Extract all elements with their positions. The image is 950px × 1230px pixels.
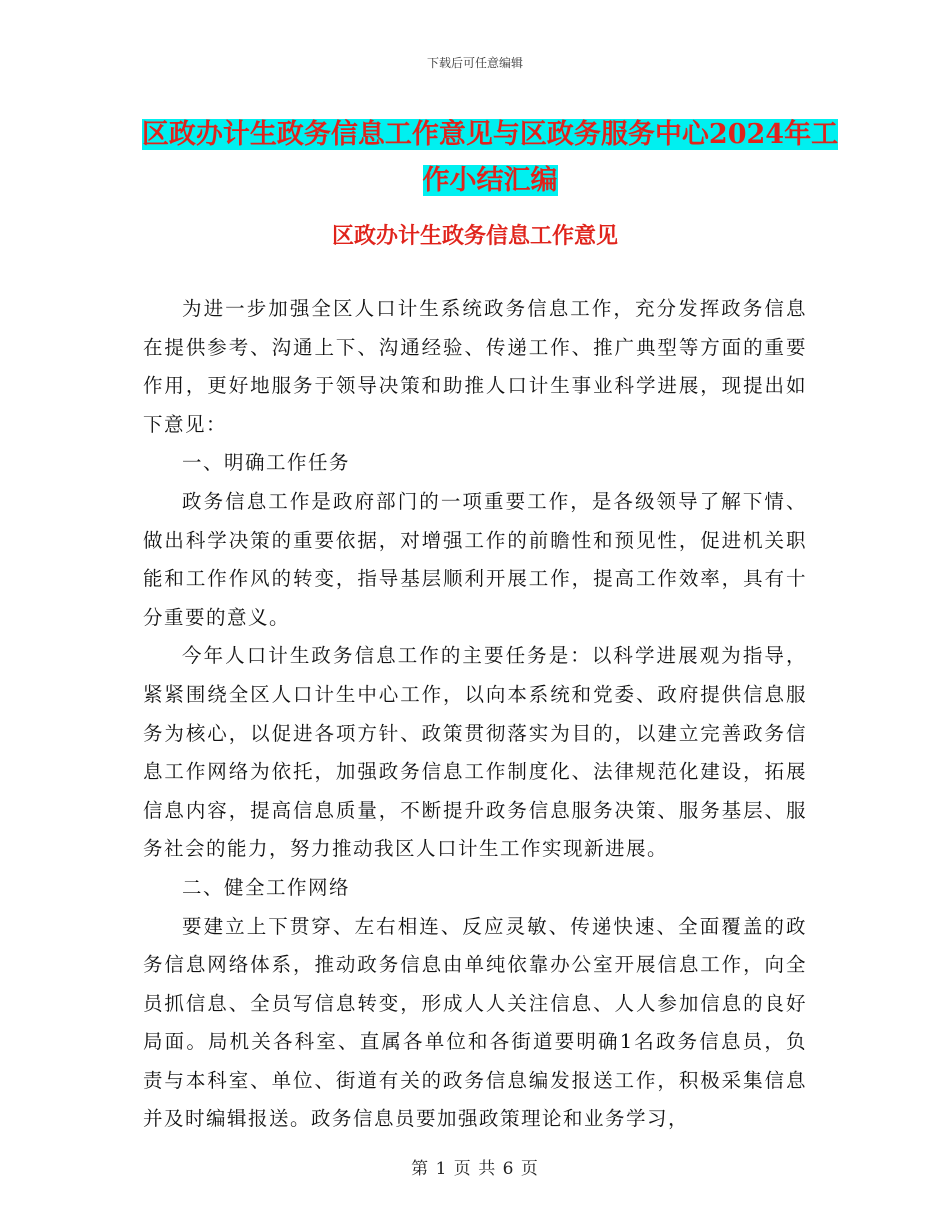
document-title-text: 区政办计生政务信息工作意见与区政务服务中心2024年工作小结汇编 xyxy=(141,119,839,196)
paragraph-network: 要建立上下贯穿、左右相连、反应灵敏、传递快速、全面覆盖的政务信息网络体系，推动政务信息由单纯依靠办公室开展信息工作，向全员抓信息、全员写信息转变，形成人人关注信息、人人参加信息的良好局面。局机关各科室、直属各单位和各街道要明确1名政务信息员，负责与本科室、单位、街道有关的政务信息编发报送工作，积极采集信息并及时编辑报送。政务信息员要加强政策理论和业务学习， xyxy=(143,914,807,1131)
heading-network: 二、健全工作网络 xyxy=(182,875,351,899)
heading-task: 一、明确工作任务 xyxy=(182,451,351,475)
paragraph-main-task: 今年人口计生政务信息工作的主要任务是：以科学进展观为指导，紧紧围绕全区人口计生中心工作，以向本系统和党委、政府提供信息服务为核心，以促进各项方针、政策贯彻落实为目的，以建立完善政务信息工作网络为依托，加强政务信息工作制度化、法律规范化建设，拓展信息内容，提高信息质量，不断提升政务信息服务决策、服务基层、服务社会的能力，努力推动我区人口计生工作实现新进展。 xyxy=(143,644,807,861)
paragraph-importance: 政务信息工作是政府部门的一项重要工作，是各级领导了解下情、做出科学决策的重要依据，对增强工作的前瞻性和预见性，促进机关职能和工作作风的转变，指导基层顺利开展工作，提高工作效率，具有十分重要的意义。 xyxy=(143,489,807,629)
document-body xyxy=(143,290,807,1139)
document-title xyxy=(140,112,840,204)
page-number-footer: 第 1 页 共 6 页 xyxy=(411,1159,539,1179)
paragraph-intro: 为进一步加强全区人口计生系统政务信息工作，充分发挥政务信息在提供参考、沟通上下、沟通经验、传递工作、推广典型等方面的重要作用，更好地服务于领导决策和助推人口计生事业科学进展，现提出如下意见： xyxy=(143,297,807,436)
section-title: 区政办计生政务信息工作意见 xyxy=(331,223,618,249)
page-header-note: 下载后可任意编辑 xyxy=(426,56,523,70)
